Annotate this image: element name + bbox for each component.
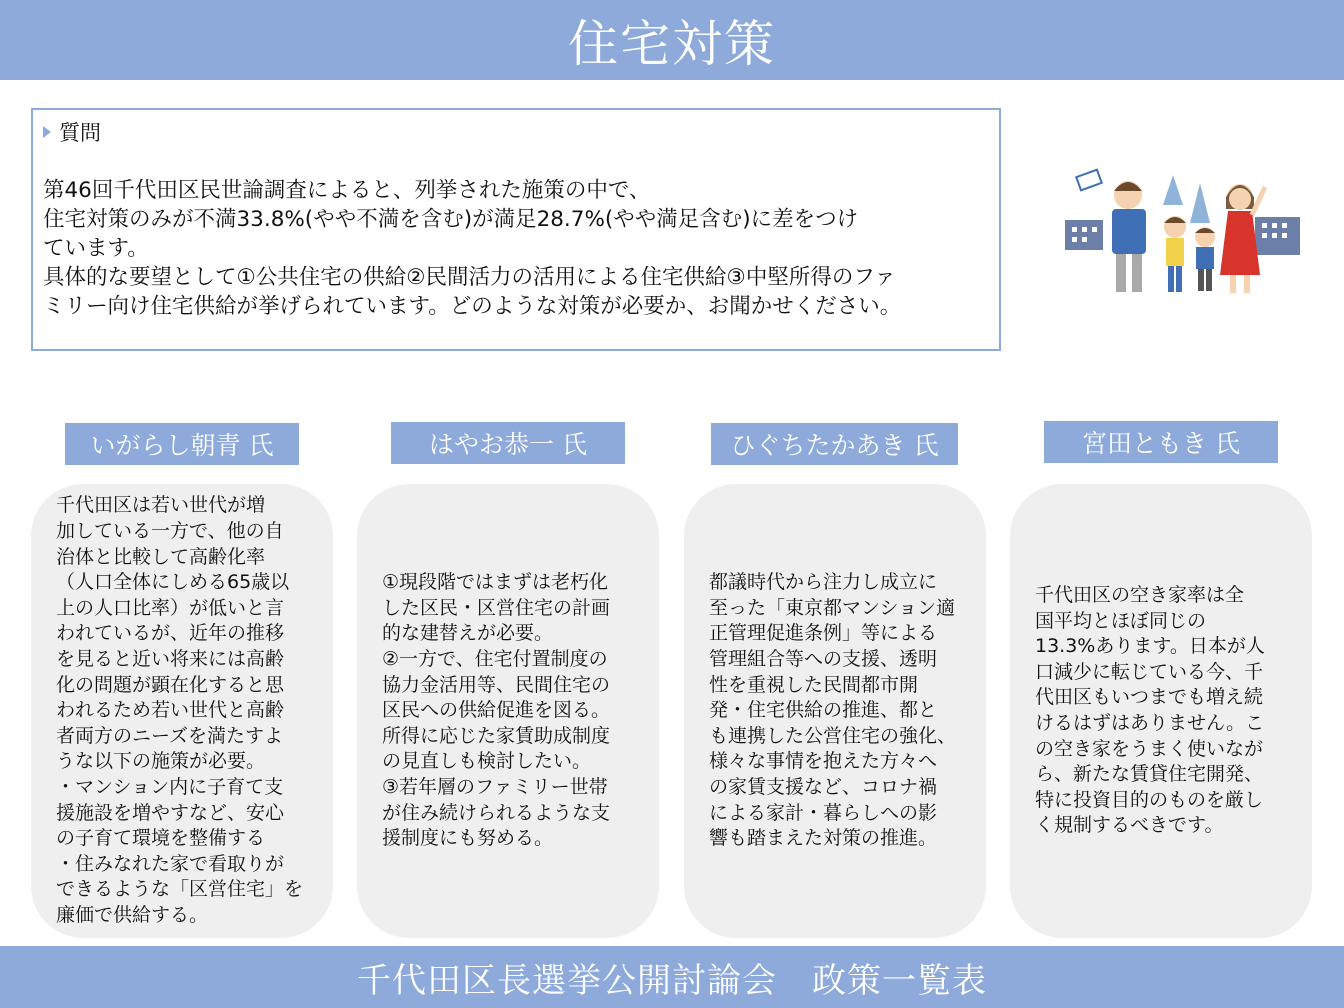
answer-line: ・住みなれた家で看取りが	[56, 852, 285, 875]
answer-line: 加している一方で、他の自	[56, 520, 284, 543]
answer-line: ③若年層のファミリー世帯	[382, 775, 608, 798]
answer-line: による家計・暮らしへの影	[709, 801, 938, 824]
answer-line: （人口全体にしめる65歳以	[56, 571, 290, 594]
answer-line: が住み続けられるような支	[382, 801, 611, 824]
answer-line: 者両方のニーズを満たすよ	[56, 724, 284, 747]
question-line: 住宅対策のみが不満33.8%(やや不満を含む)が満足28.7%(やや満足含む)に差をつけ	[43, 207, 859, 232]
answer-line: く規制するべきです。	[1035, 814, 1224, 837]
answer-line: 千代田区は若い世代が増	[56, 494, 266, 517]
question-line: 第46回千代田区民世論調査によると、列挙された施策の中で、	[43, 178, 651, 203]
question-label-row	[43, 118, 989, 146]
answer-line: 至った「東京都マンション適	[709, 596, 956, 619]
answer-line: 発・住宅供給の推進、都と	[709, 699, 938, 722]
answer-card-1	[31, 484, 333, 938]
family-illustration	[1060, 165, 1310, 305]
answer-line: の子育て環境を整備する	[56, 827, 266, 850]
answer-line: 響も踏まえた対策の推進。	[709, 827, 938, 850]
answer-line: 特に投資目的のものを厳し	[1035, 788, 1264, 811]
answer-line: 廉価で供給する。	[56, 903, 209, 926]
answer-line: 援施設を増やすなど、安心	[56, 801, 285, 824]
tree-icon	[1163, 175, 1183, 205]
candidate-name-1: いがらし朝青 氏	[65, 423, 299, 465]
answer-line: 的な建替えが必要。	[382, 622, 554, 645]
candidate-name-3: ひぐちたかあき 氏	[711, 423, 958, 465]
answer-line: 都議時代から注力し成立に	[709, 571, 938, 594]
question-box	[31, 108, 1001, 351]
answer-line: も連携した公営住宅の強化、	[709, 724, 957, 747]
question-line: 具体的な要望として①公共住宅の供給②民間活力の活用による住宅供給③中堅所得のファ	[43, 265, 896, 290]
answer-line: ・マンション内に子育て支	[56, 775, 284, 798]
answer-card-4	[1010, 484, 1312, 938]
answer-line: 区民への供給促進を図る。	[382, 699, 611, 722]
answer-line: われているが、近年の推移	[56, 622, 285, 645]
answer-line: 協力金活用等、民間住宅の	[382, 673, 611, 696]
answer-line: けるはずはありません。こ	[1035, 712, 1265, 734]
question-label: 質問	[59, 121, 101, 145]
tree-icon	[1190, 183, 1210, 223]
answer-line: 性を重視した民間都市開	[709, 673, 919, 696]
candidate-name-2: はやお恭一 氏	[391, 422, 625, 464]
answer-line: 援制度にも努める。	[382, 827, 554, 850]
question-line: ミリー向け住宅供給が挙げられています。どのような対策が必要か、お聞かせください。	[43, 294, 902, 319]
answer-line: 治体と比較して高齢化率	[56, 545, 266, 568]
answer-card-2	[357, 484, 659, 938]
question-text	[43, 176, 989, 321]
answer-line: 国平均とほぼ同じの	[1035, 609, 1207, 632]
answer-line: 様々な事情を抱えた方々へ	[709, 750, 938, 773]
answer-line: の家賃支援など、コロナ禍	[709, 775, 938, 798]
answer-line: 正管理促進条例」等による	[709, 622, 938, 645]
paper-icon	[1076, 170, 1101, 191]
answer-line: を見ると近い将来には高齢	[56, 648, 285, 671]
page-title: 住宅対策	[0, 0, 1344, 80]
answer-line: 所得に応じた家賃助成制度	[382, 724, 611, 747]
answer-line: 13.3%あります。日本が人	[1035, 635, 1265, 658]
answer-line: ②一方で、住宅付置制度の	[382, 648, 608, 671]
answer-line: ①現段階ではまずは老朽化	[382, 571, 609, 594]
candidate-name-4: 宮田ともき 氏	[1044, 421, 1278, 463]
answer-line: 上の人口比率）が低いと言	[56, 596, 285, 619]
answer-line: の空き家をうまく使いなが	[1035, 737, 1264, 760]
answer-line: 口減少に転じている今、千	[1035, 660, 1264, 683]
answer-line: の見直しも検討したい。	[382, 750, 592, 773]
building-icon	[1065, 220, 1103, 250]
footer-title: 千代田区長選挙公開討論会 政策一覧表	[0, 946, 1344, 1008]
answer-line: 代田区もいつまでも増え続	[1035, 686, 1264, 709]
question-line: ています。	[43, 236, 149, 261]
answer-line: できるような「区営住宅」を	[56, 878, 304, 901]
answer-line: した区民・区営住宅の計画	[382, 596, 611, 619]
building-icon	[1255, 217, 1300, 255]
answer-line: われるため若い世代と高齢	[56, 699, 285, 722]
triangle-bullet-icon	[43, 126, 51, 138]
answer-line: ら、新たな賃貸住宅開発、	[1035, 763, 1264, 786]
answer-line: うな以下の施策が必要。	[56, 750, 266, 773]
answer-line: 管理組合等への支援、透明	[709, 648, 938, 671]
answer-line: 化の問題が顕在化すると思	[56, 673, 285, 696]
answer-line: 千代田区の空き家率は全	[1035, 584, 1245, 607]
answer-card-3	[684, 484, 986, 938]
